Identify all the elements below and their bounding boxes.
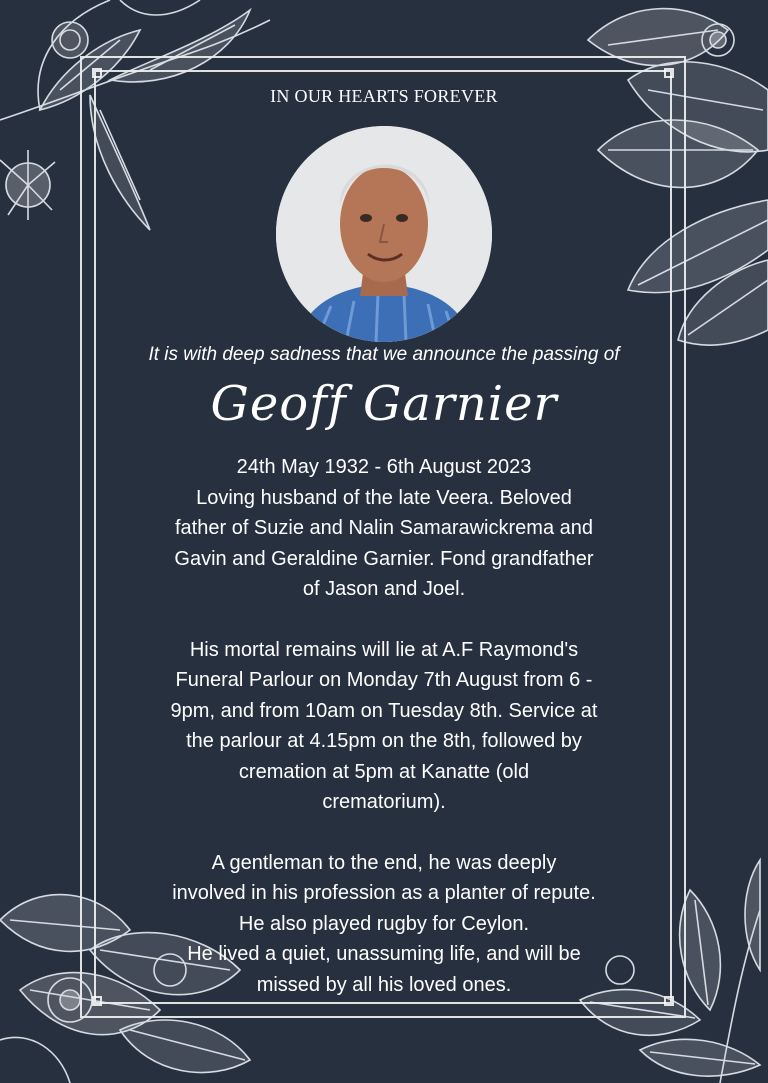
family-line: Gavin and Geraldine Garnier. Fond grandfather — [174, 547, 594, 570]
portrait-photo — [276, 126, 492, 342]
floral-top-left-icon — [0, 0, 280, 240]
funeral-line: Funeral Parlour on Monday 7th August from 6 - — [175, 669, 593, 691]
family-line: Loving husband of the late Veera. Beloved — [196, 486, 572, 509]
funeral-line: 9pm, and from 10am on Tuesday 8th. Service at — [170, 699, 598, 722]
tribute-line: He also played rugby for Ceylon. — [238, 912, 530, 935]
funeral-line: the parlour at 4.15pm on the 8th, followed by — [186, 730, 582, 752]
funeral-line: crematorium). — [322, 791, 446, 813]
announcement-intro: It is with deep sadness that we announce the passing of — [148, 344, 620, 365]
life-dates: 24th May 1932 - 6th August 2023 — [236, 456, 532, 478]
obituary-body — [130, 452, 638, 1000]
family-line: father of Suzie and Nalin Samarawickrema and — [175, 517, 593, 539]
tribute-line: involved in his profession as a planter of repute. — [172, 882, 596, 904]
tribute-line: missed by all his loved ones. — [256, 973, 512, 996]
family-line: of Jason and Joel. — [302, 578, 466, 600]
tribute-line: He lived a quiet, unassuming life, and will be — [187, 943, 581, 965]
tribute-line: A gentleman to the end, he was deeply — [211, 851, 557, 874]
funeral-line: cremation at 5pm at Kanatte (old — [238, 760, 530, 783]
deceased-name: Geoff Garnier — [210, 376, 558, 432]
memorial-heading: IN OUR HEARTS FOREVER — [270, 86, 498, 106]
floral-top-right-icon — [568, 0, 768, 360]
funeral-line: His mortal remains will lie at A.F Raymond's — [189, 638, 579, 661]
portrait-photo-icon — [276, 126, 492, 342]
